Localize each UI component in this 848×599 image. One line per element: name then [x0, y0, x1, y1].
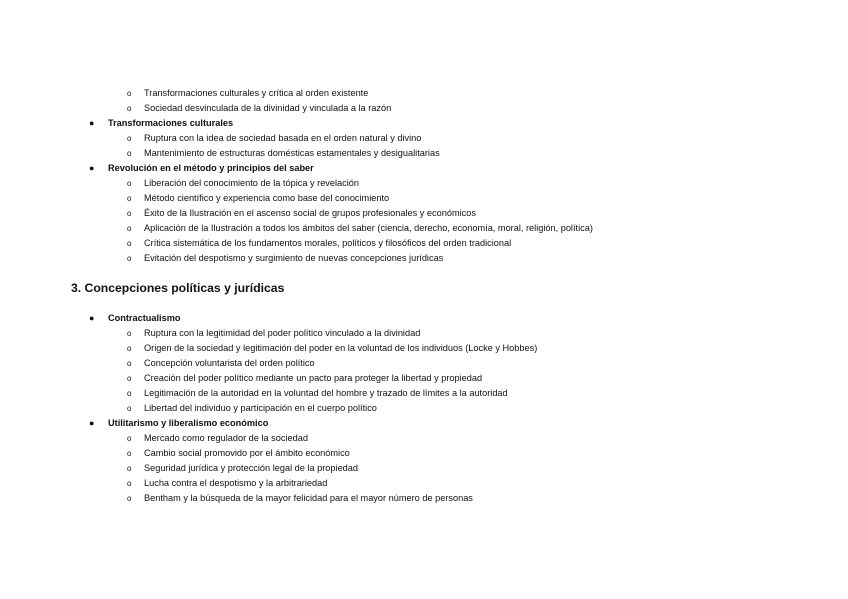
list-item — [0, 101, 848, 116]
list-item-text: Concepción voluntarista del orden político — [144, 358, 315, 368]
topic-title: Transformaciones culturales — [108, 118, 234, 128]
list-item — [0, 221, 848, 236]
hollow-bullet-icon: o — [127, 494, 132, 503]
topic-item — [0, 311, 848, 326]
filled-bullet-icon: ● — [89, 118, 95, 128]
list-item — [0, 356, 848, 371]
hollow-bullet-icon: o — [127, 329, 132, 338]
list-item-text: Éxito de la Ilustración en el ascenso social de grupos profesionales y económicos — [144, 208, 476, 218]
hollow-bullet-icon: o — [127, 134, 132, 143]
list-item-text: Libertad del individuo y participación en el cuerpo político — [144, 403, 377, 413]
hollow-bullet-icon: o — [127, 344, 132, 353]
list-item — [0, 446, 848, 461]
sublist — [0, 176, 848, 266]
list-item — [0, 251, 848, 266]
list-item-text: Mercado como regulador de la sociedad — [144, 433, 308, 443]
topic-list — [0, 311, 848, 326]
list-item — [0, 176, 848, 191]
list-item-text: Creación del poder político mediante un pacto para proteger la libertad y propiedad — [144, 373, 483, 383]
hollow-bullet-icon: o — [127, 464, 132, 473]
list-item-text: Transformaciones culturales y crítica al orden existente — [144, 88, 369, 98]
sublist — [0, 131, 848, 161]
sublist — [0, 431, 848, 506]
topic-list — [0, 116, 848, 131]
topic-title: Utilitarismo y liberalismo económico — [108, 418, 269, 428]
topic-title: Contractualismo — [108, 313, 181, 323]
hollow-bullet-icon: o — [127, 374, 132, 383]
list-item-text: Lucha contra el despotismo y la arbitrariedad — [144, 478, 328, 488]
list-item — [0, 431, 848, 446]
list-item — [0, 191, 848, 206]
list-item-text: Método científico y experiencia como base del conocimiento — [144, 193, 390, 203]
hollow-bullet-icon: o — [127, 179, 132, 188]
list-item-text: Seguridad jurídica y protección legal de la propiedad — [144, 463, 359, 473]
hollow-bullet-icon: o — [127, 224, 132, 233]
topic-title: Revolución en el método y principios del saber — [108, 163, 314, 173]
sublist — [0, 86, 848, 116]
list-item — [0, 476, 848, 491]
filled-bullet-icon: ● — [89, 163, 95, 173]
list-item-text: Bentham y la búsqueda de la mayor felicidad para el mayor número de personas — [144, 493, 473, 503]
topic-list — [0, 416, 848, 431]
list-item-text: Ruptura con la legitimidad del poder político vinculado a la divinidad — [144, 328, 421, 338]
list-item — [0, 461, 848, 476]
topic-item — [0, 116, 848, 131]
hollow-bullet-icon: o — [127, 194, 132, 203]
list-item — [0, 326, 848, 341]
list-item — [0, 491, 848, 506]
list-item-text: Crítica sistemática de los fundamentos morales, políticos y filosóficos del orden tradicional — [144, 238, 512, 248]
hollow-bullet-icon: o — [127, 89, 132, 98]
hollow-bullet-icon: o — [127, 254, 132, 263]
list-item — [0, 401, 848, 416]
list-item — [0, 206, 848, 221]
list-item — [0, 131, 848, 146]
list-item — [0, 146, 848, 161]
list-item — [0, 341, 848, 356]
list-item — [0, 236, 848, 251]
list-item-text: Mantenimiento de estructuras domésticas estamentales y desigualitarias — [144, 148, 440, 158]
hollow-bullet-icon: o — [127, 434, 132, 443]
filled-bullet-icon: ● — [89, 418, 95, 428]
list-item-text: Evitación del despotismo y surgimiento de nuevas concepciones jurídicas — [144, 253, 444, 263]
list-item — [0, 371, 848, 386]
list-item — [0, 386, 848, 401]
list-item-text: Cambio social promovido por el ámbito económico — [144, 448, 350, 458]
section-heading: 3. Concepciones políticas y jurídicas — [71, 281, 285, 295]
hollow-bullet-icon: o — [127, 449, 132, 458]
hollow-bullet-icon: o — [127, 209, 132, 218]
topic-list — [0, 161, 848, 176]
topic-item — [0, 161, 848, 176]
list-item-text: Origen de la sociedad y legitimación del poder en la voluntad de los individuos (Locke y Hobbes) — [144, 343, 538, 353]
hollow-bullet-icon: o — [127, 359, 132, 368]
list-item-text: Aplicación de la Ilustración a todos los ámbitos del saber (ciencia, derecho, economía, moral, religión, política) — [144, 223, 593, 233]
hollow-bullet-icon: o — [127, 404, 132, 413]
list-item-text: Liberación del conocimiento de la tópica y revelación — [144, 178, 360, 188]
filled-bullet-icon: ● — [89, 313, 95, 323]
list-item-text: Sociedad desvinculada de la divinidad y vinculada a la razón — [144, 103, 392, 113]
hollow-bullet-icon: o — [127, 479, 132, 488]
list-item-text: Legitimación de la autoridad en la voluntad del hombre y trazado de límites a la autoridad — [144, 388, 508, 398]
hollow-bullet-icon: o — [127, 389, 132, 398]
sublist — [0, 326, 848, 416]
list-item-text: Ruptura con la idea de sociedad basada en el orden natural y divino — [144, 133, 422, 143]
hollow-bullet-icon: o — [127, 239, 132, 248]
list-item — [0, 86, 848, 101]
hollow-bullet-icon: o — [127, 149, 132, 158]
section-3 — [0, 311, 848, 506]
topic-item — [0, 416, 848, 431]
hollow-bullet-icon: o — [127, 104, 132, 113]
section-2-continued — [0, 86, 848, 266]
